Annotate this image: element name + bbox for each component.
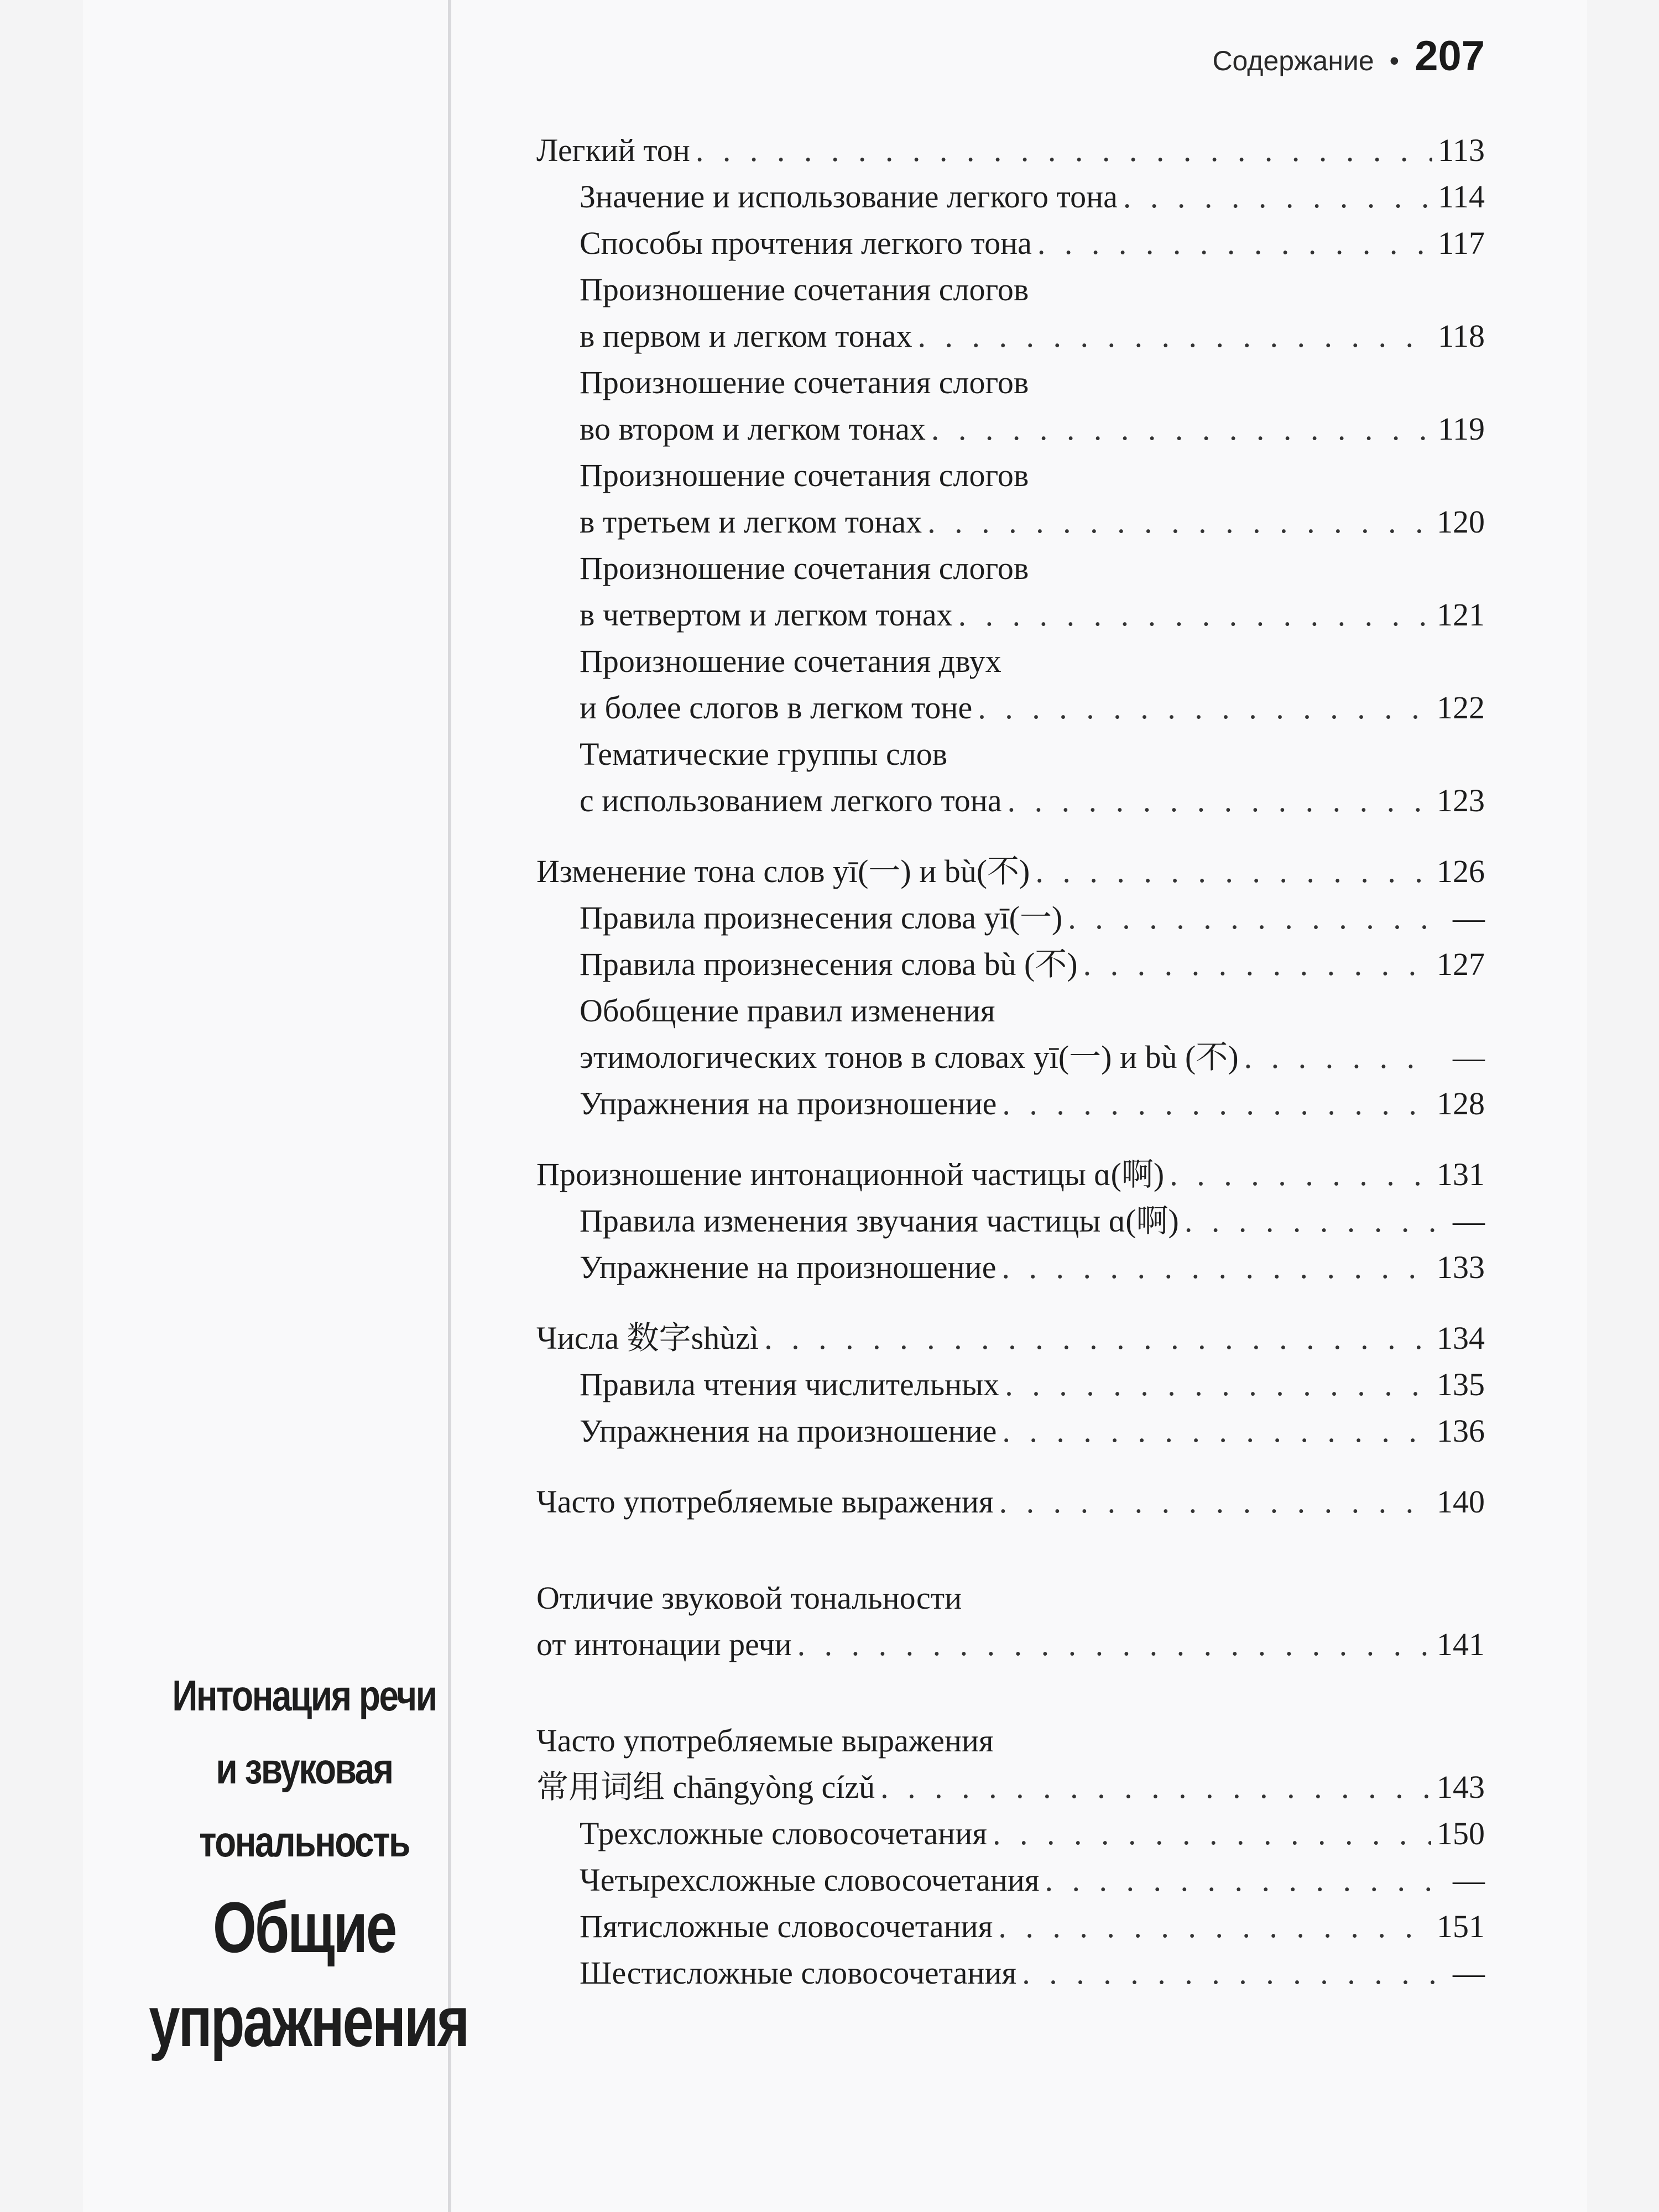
toc-entry [536, 638, 1485, 731]
toc-page-number: 122 [1437, 690, 1485, 726]
toc-dot-leader [1022, 1950, 1435, 1996]
toc-dot-leader [999, 1479, 1431, 1525]
toc-entry-title: Трехсложные словосочетания [580, 1815, 987, 1851]
toc-entry [536, 1244, 1485, 1291]
toc-entry-line [536, 1479, 1485, 1525]
page-number: 207 [1415, 33, 1485, 80]
toc-entry-title: в третьем и легком тонах [580, 504, 922, 540]
toc-entry [536, 1575, 1485, 1668]
toc-entry-title: Произношение сочетания двух [580, 643, 1001, 679]
section-heading-line: и звуковая [216, 1744, 393, 1793]
toc-dot-leader [958, 592, 1431, 638]
toc-dot-leader [917, 313, 1432, 359]
toc-page-number: 127 [1437, 946, 1485, 982]
toc-entry-line [580, 1950, 1485, 1996]
header-section-title: Содержание [1212, 45, 1374, 76]
toc-entry [536, 848, 1485, 895]
toc-dot-leader [880, 1764, 1431, 1811]
toc-entry [536, 988, 1485, 1081]
toc-dot-leader [978, 685, 1431, 731]
toc-dot-leader [764, 1315, 1431, 1361]
toc-entry-line [580, 499, 1485, 545]
toc-page-number: — [1453, 1862, 1485, 1898]
toc-dot-leader [1123, 174, 1432, 220]
toc-page-number: 128 [1437, 1086, 1485, 1121]
toc-entry-title: Изменение тона слов yī(一) и bù(不) [536, 853, 1030, 889]
toc-page-number: — [1453, 1955, 1485, 1991]
toc-page-number: 119 [1438, 411, 1485, 447]
toc-page-number: 123 [1437, 782, 1485, 818]
toc-dot-leader [1035, 848, 1431, 895]
toc-dot-leader [1037, 220, 1432, 267]
toc-dot-leader [931, 406, 1432, 452]
toc-entry-line [580, 174, 1485, 220]
toc-entry-line [580, 638, 1485, 685]
section-heading-line: упражнения [149, 1981, 468, 2062]
toc-entry-line [580, 1081, 1485, 1127]
toc-entry-line [580, 895, 1485, 941]
header-bullet: • [1389, 45, 1400, 76]
toc-entry-title: Правила чтения числительных [580, 1366, 1000, 1402]
toc-entry-line [580, 220, 1485, 267]
toc-page-number: 113 [1438, 132, 1485, 168]
toc-entry [536, 1151, 1485, 1198]
toc-entry-title: в первом и легком тонах [580, 318, 912, 354]
toc-entry-line [580, 778, 1485, 824]
toc-page-number: 135 [1437, 1366, 1485, 1402]
toc-entry-title: Шестисложные словосочетания [580, 1955, 1017, 1991]
toc-page-number: 118 [1438, 318, 1485, 354]
toc-entry [536, 941, 1485, 988]
toc-entry-title: Правила изменения звучания частицы ɑ(啊) [580, 1203, 1179, 1239]
toc-dot-leader [927, 499, 1431, 545]
toc-dot-leader [797, 1621, 1431, 1668]
toc-entry-line [580, 452, 1485, 499]
toc-entry-title: Правила произнесения слова yī(一) [580, 900, 1063, 936]
toc-entry-line [536, 1315, 1485, 1361]
toc-entry-line [536, 127, 1485, 174]
toc-page-number: 126 [1437, 853, 1485, 889]
toc-entry-title: Легкий тон [536, 132, 690, 168]
toc-page-number: — [1453, 1039, 1485, 1075]
toc-entry-line [536, 1764, 1485, 1811]
toc-dot-leader [1008, 778, 1431, 824]
toc-entry-title: Отличие звуковой тональности [536, 1580, 962, 1616]
toc-page-number: — [1453, 900, 1485, 936]
toc-entry-title: Часто употребляемые выражения [536, 1484, 994, 1520]
section-heading-line: Интонация речи [172, 1671, 436, 1720]
section-heading-line: Общие [212, 1887, 396, 1968]
toc-entry [536, 1479, 1485, 1525]
toc-entry-line [580, 592, 1485, 638]
toc-page-number: 141 [1437, 1626, 1485, 1662]
toc-dot-leader [1170, 1151, 1431, 1198]
toc-page-number: 133 [1437, 1249, 1485, 1285]
toc-entry [536, 1408, 1485, 1454]
toc-entry [536, 895, 1485, 941]
toc-entry-title: Пятисложные словосочетания [580, 1908, 993, 1944]
toc-entry-line [536, 1151, 1485, 1198]
toc-entry-title: во втором и легком тонах [580, 411, 926, 447]
table-of-contents [536, 127, 1485, 1996]
toc-dot-leader [1005, 1361, 1431, 1408]
toc-entry-line [580, 1244, 1485, 1291]
toc-page-number: 117 [1438, 225, 1485, 261]
toc-entry [536, 267, 1485, 359]
toc-entry-title: Часто употребляемые выражения [536, 1723, 994, 1759]
toc-entry-line [580, 1198, 1485, 1244]
toc-entry [536, 1950, 1485, 1996]
toc-dot-leader [998, 1903, 1431, 1950]
toc-dot-leader [993, 1811, 1431, 1857]
toc-entry [536, 731, 1485, 824]
toc-entry-line [580, 406, 1485, 452]
toc-entry-title: Тематические группы слов [580, 736, 948, 772]
toc-entry [536, 1361, 1485, 1408]
toc-dot-leader [1002, 1081, 1431, 1127]
toc-entry-line [580, 1408, 1485, 1454]
toc-dot-leader [1185, 1198, 1435, 1244]
toc-entry-line [580, 988, 1485, 1034]
toc-entry-title: от интонации речи [536, 1626, 792, 1662]
toc-page-number: 120 [1437, 504, 1485, 540]
toc-entry [536, 1081, 1485, 1127]
toc-entry [536, 174, 1485, 220]
toc-entry-line [536, 848, 1485, 895]
toc-entry-line [580, 1361, 1485, 1408]
toc-entry [536, 127, 1485, 174]
toc-page-number: 134 [1437, 1320, 1485, 1356]
running-header [1212, 32, 1485, 80]
toc-entry [536, 1315, 1485, 1361]
toc-dot-leader [1001, 1244, 1431, 1291]
toc-entry-title: этимологических тонов в словах yī(一) и bù (不) [580, 1039, 1239, 1075]
toc-entry-title: Произношение сочетания слогов [580, 550, 1029, 586]
toc-entry-line [580, 267, 1485, 313]
section-heading-line: тональность [199, 1817, 409, 1866]
toc-page-number: 136 [1437, 1413, 1485, 1449]
toc-page-number: 114 [1438, 179, 1485, 215]
toc-entry [536, 1903, 1485, 1950]
toc-entry-title: Правила произнесения слова bù (不) [580, 946, 1078, 982]
toc-entry-title: 常用词组 chāngyòng cízǔ [536, 1769, 875, 1805]
toc-dot-leader [1244, 1034, 1435, 1081]
toc-entry [536, 1718, 1485, 1811]
toc-entry [536, 1811, 1485, 1857]
toc-entry [536, 220, 1485, 267]
toc-page-number: 140 [1437, 1484, 1485, 1520]
toc-dot-leader [1002, 1408, 1431, 1454]
toc-entry [536, 359, 1485, 452]
toc-entry-title: Значение и использование легкого тона [580, 179, 1118, 215]
toc-entry-line [536, 1575, 1485, 1621]
toc-entry-title: с использованием легкого тона [580, 782, 1002, 818]
toc-page-number: — [1453, 1203, 1485, 1239]
toc-entry-title: Произношение сочетания слогов [580, 272, 1029, 307]
section-heading-exercises [149, 1880, 468, 2068]
toc-entry-line [580, 1811, 1485, 1857]
toc-entry-title: Упражнение на произношение [580, 1249, 997, 1285]
toc-entry-line [580, 685, 1485, 731]
toc-entry-title: Произношение интонационной частицы ɑ(啊) [536, 1156, 1165, 1192]
toc-entry-line [580, 1857, 1485, 1903]
toc-dot-leader [1045, 1857, 1435, 1903]
toc-entry [536, 452, 1485, 545]
toc-entry-title: Обобщение правил изменения [580, 993, 995, 1029]
toc-entry-line [580, 1034, 1485, 1081]
section-heading-intonation [141, 1659, 467, 1878]
toc-entry [536, 1198, 1485, 1244]
toc-page-number: 151 [1437, 1908, 1485, 1944]
toc-entry-line [580, 1903, 1485, 1950]
toc-entry [536, 545, 1485, 638]
toc-entry-line [580, 731, 1485, 778]
toc-page-number: 143 [1437, 1769, 1485, 1805]
toc-entry-line [580, 941, 1485, 988]
toc-entry-line [580, 313, 1485, 359]
toc-entry-title: Упражнения на произношение [580, 1413, 997, 1449]
toc-entry-title: Четырехсложные словосочетания [580, 1862, 1040, 1898]
toc-entry-line [580, 545, 1485, 592]
toc-entry-title: Произношение сочетания слогов [580, 364, 1029, 400]
toc-entry-title: Способы прочтения легкого тона [580, 225, 1032, 261]
toc-entry-line [580, 359, 1485, 406]
toc-page-number: 121 [1437, 597, 1485, 633]
toc-dot-leader [1083, 941, 1431, 988]
toc-page-number: 131 [1437, 1156, 1485, 1192]
toc-entry-title: в четвертом и легком тонах [580, 597, 953, 633]
toc-entry-title: и более слогов в легком тоне [580, 690, 973, 726]
toc-entry-title: Числа 数字shùzì [536, 1320, 759, 1356]
toc-entry-line [536, 1621, 1485, 1668]
toc-entry [536, 1857, 1485, 1903]
toc-entry-line [536, 1718, 1485, 1764]
toc-entry-title: Упражнения на произношение [580, 1086, 997, 1121]
toc-dot-leader [1068, 895, 1435, 941]
toc-entry-title: Произношение сочетания слогов [580, 457, 1029, 493]
toc-dot-leader [696, 127, 1432, 174]
toc-page-number: 150 [1437, 1815, 1485, 1851]
